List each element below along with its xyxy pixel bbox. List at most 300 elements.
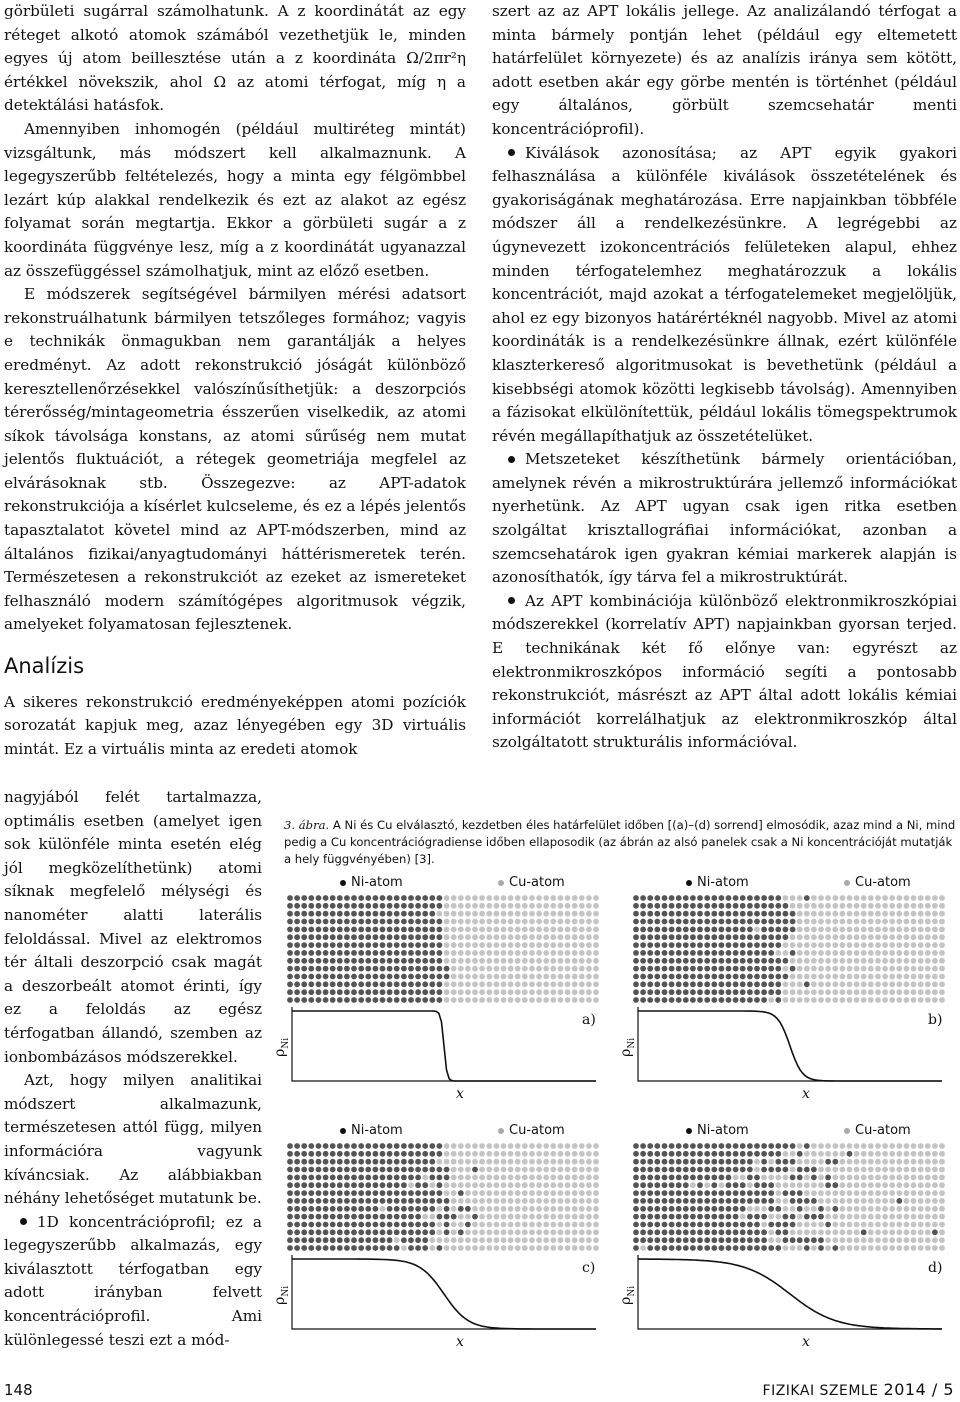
cu-atom xyxy=(536,1237,542,1243)
ni-atom xyxy=(847,1151,853,1157)
ni-atom xyxy=(690,1222,696,1228)
cu-atom xyxy=(797,1245,803,1251)
cu-atom xyxy=(854,989,860,995)
ni-atom xyxy=(401,997,407,1003)
cu-atom xyxy=(861,1175,867,1181)
cu-atom xyxy=(882,1175,888,1181)
ni-atom xyxy=(422,989,428,995)
ni-atom xyxy=(422,1229,428,1235)
cu-atom xyxy=(494,1182,500,1188)
cu-atom xyxy=(797,966,803,972)
cu-atom xyxy=(925,981,931,987)
ni-atom xyxy=(337,1159,343,1165)
ni-atom xyxy=(676,1182,682,1188)
cu-atom xyxy=(522,1222,528,1228)
cu-atom xyxy=(704,1182,710,1188)
ni-atom xyxy=(287,919,293,925)
cu-atom xyxy=(579,1143,585,1149)
ni-atom xyxy=(711,1237,717,1243)
ni-atom xyxy=(301,1175,307,1181)
cu-atom xyxy=(465,1151,471,1157)
ni-atom xyxy=(704,1159,710,1165)
cu-atom xyxy=(783,942,789,948)
ni-atom xyxy=(358,911,364,917)
cu-atom xyxy=(832,895,838,901)
ni-atom xyxy=(437,974,443,980)
ni-atom xyxy=(351,1159,357,1165)
ni-atom xyxy=(330,927,336,933)
cu-atom xyxy=(911,1206,917,1212)
cu-atom xyxy=(494,958,500,964)
ni-atom xyxy=(444,1167,450,1173)
cu-atom xyxy=(586,1222,592,1228)
ni-atom xyxy=(337,1151,343,1157)
cu-atom xyxy=(854,1237,860,1243)
cu-atom xyxy=(932,1159,938,1165)
cu-atom xyxy=(783,1198,789,1204)
cu-atom xyxy=(825,934,831,940)
cu-atom xyxy=(868,981,874,987)
cu-atom xyxy=(593,981,599,987)
cu-atom xyxy=(522,974,528,980)
cu-atom xyxy=(515,1229,521,1235)
cu-atom xyxy=(882,1143,888,1149)
ni-atom xyxy=(818,1206,824,1212)
cu-atom xyxy=(896,1245,902,1251)
ni-atom xyxy=(351,903,357,909)
ni-atom xyxy=(633,997,639,1003)
cu-atom xyxy=(593,1151,599,1157)
cu-atom xyxy=(832,974,838,980)
cu-atom xyxy=(565,942,571,948)
cu-atom xyxy=(465,1214,471,1220)
ni-atom xyxy=(775,903,781,909)
cu-atom xyxy=(593,966,599,972)
cu-atom xyxy=(572,903,578,909)
ni-atom xyxy=(408,974,414,980)
cu-atom xyxy=(565,919,571,925)
ni-atom xyxy=(373,1222,379,1228)
cu-atom xyxy=(904,981,910,987)
ni-atom xyxy=(783,1214,789,1220)
ni-atom xyxy=(308,950,314,956)
legend-ni: Ni-atom xyxy=(686,875,749,890)
cu-atom xyxy=(896,919,902,925)
ni-atom xyxy=(662,919,668,925)
cu-atom xyxy=(543,1151,549,1157)
ni-atom xyxy=(790,1175,796,1181)
ni-atom xyxy=(669,981,675,987)
cu-atom xyxy=(472,950,478,956)
cu-atom xyxy=(918,1190,924,1196)
ni-atom xyxy=(330,1237,336,1243)
cu-atom xyxy=(918,950,924,956)
cu-atom xyxy=(797,895,803,901)
cu-atom xyxy=(515,958,521,964)
ni-atom xyxy=(344,1237,350,1243)
cu-atom xyxy=(904,942,910,948)
cu-atom xyxy=(918,911,924,917)
cu-atom xyxy=(768,1214,774,1220)
cu-atom xyxy=(586,903,592,909)
cu-atom xyxy=(543,934,549,940)
ni-atom xyxy=(690,1175,696,1181)
ni-atom xyxy=(365,1175,371,1181)
cu-atom xyxy=(868,989,874,995)
cu-atom xyxy=(868,903,874,909)
legend-ni: Ni-atom xyxy=(686,1123,749,1138)
ni-atom xyxy=(351,966,357,972)
ni-atom xyxy=(422,1159,428,1165)
ni-atom xyxy=(316,911,322,917)
ni-atom xyxy=(323,1198,329,1204)
ni-atom xyxy=(662,1175,668,1181)
ni-atom xyxy=(337,1229,343,1235)
cu-atom xyxy=(543,903,549,909)
cu-dot-icon xyxy=(498,1128,504,1134)
ni-atom xyxy=(351,1229,357,1235)
cu-atom xyxy=(811,1190,817,1196)
ni-atom xyxy=(323,1159,329,1165)
cu-atom xyxy=(522,903,528,909)
ni-atom xyxy=(387,1198,393,1204)
cu-atom xyxy=(558,911,564,917)
cu-atom xyxy=(790,1182,796,1188)
cu-atom xyxy=(444,1159,450,1165)
ni-atom xyxy=(287,927,293,933)
cu-atom xyxy=(904,1206,910,1212)
ni-atom xyxy=(683,934,689,940)
ni-atom xyxy=(365,1182,371,1188)
cu-atom xyxy=(572,950,578,956)
ni-atom xyxy=(323,989,329,995)
ni-atom xyxy=(683,1229,689,1235)
ni-atom xyxy=(301,927,307,933)
ni-atom xyxy=(344,1159,350,1165)
ni-atom xyxy=(697,989,703,995)
cu-atom xyxy=(875,981,881,987)
y-axis-label: $\rho_{Ni}$ xyxy=(272,1285,291,1305)
cu-atom xyxy=(501,1198,507,1204)
ni-atom xyxy=(408,1175,414,1181)
cu-atom xyxy=(522,1245,528,1251)
cu-atom xyxy=(522,958,528,964)
cu-atom xyxy=(889,919,895,925)
ni-atom xyxy=(747,1245,753,1251)
ni-atom xyxy=(711,1190,717,1196)
ni-atom xyxy=(308,934,314,940)
paragraph: Amennyiben inhomogén (például multiréteg mintát) vizsgáltunk, más módszert kell alkalmaznunk. A legegyszerűbb feltételezés, hogy a minta egy félgömbbel lezárt kúp alakkal rendelkezik és ezt az alakot az egész folyamat során megtartja. Ekkor a görbületi sugár a z koordináta függvénye lesz, míg a z koordinátát ugyanazzal az összefüggéssel számolhatjuk, mint az előző esetben. xyxy=(4,119,466,280)
ni-atom xyxy=(704,1222,710,1228)
ni-atom xyxy=(301,958,307,964)
ni-atom xyxy=(294,927,300,933)
ni-atom xyxy=(365,958,371,964)
cu-atom xyxy=(593,911,599,917)
ni-atom xyxy=(775,1151,781,1157)
ni-atom xyxy=(704,1237,710,1243)
ni-atom xyxy=(380,1237,386,1243)
ni-atom xyxy=(308,997,314,1003)
ni-atom xyxy=(683,895,689,901)
cu-atom xyxy=(529,927,535,933)
ni-atom xyxy=(704,1214,710,1220)
cu-atom xyxy=(847,1206,853,1212)
cu-atom xyxy=(790,997,796,1003)
ni-atom xyxy=(373,981,379,987)
ni-atom xyxy=(761,911,767,917)
ni-atom xyxy=(415,911,421,917)
cu-atom xyxy=(854,997,860,1003)
ni-atom xyxy=(316,1190,322,1196)
cu-atom xyxy=(501,1151,507,1157)
ni-atom xyxy=(804,1198,810,1204)
ni-atom xyxy=(429,1151,435,1157)
ni-atom xyxy=(323,997,329,1003)
cu-atom xyxy=(515,1167,521,1173)
ni-atom xyxy=(654,1151,660,1157)
cu-atom xyxy=(444,1190,450,1196)
ni-atom xyxy=(358,1245,364,1251)
cu-atom xyxy=(437,1222,443,1228)
ni-atom xyxy=(373,895,379,901)
cu-atom xyxy=(939,950,945,956)
cu-atom xyxy=(932,1190,938,1196)
cu-atom xyxy=(904,1237,910,1243)
ni-atom xyxy=(401,1182,407,1188)
ni-atom xyxy=(365,1214,371,1220)
cu-atom xyxy=(479,1245,485,1251)
cu-atom xyxy=(465,903,471,909)
cu-atom xyxy=(558,950,564,956)
cu-atom xyxy=(508,1159,514,1165)
ni-atom xyxy=(308,903,314,909)
page-number: 148 xyxy=(4,1381,33,1399)
ni-atom xyxy=(287,950,293,956)
cu-atom xyxy=(825,942,831,948)
ni-atom xyxy=(654,927,660,933)
cu-atom xyxy=(889,1159,895,1165)
ni-atom xyxy=(740,958,746,964)
ni-atom xyxy=(704,919,710,925)
ni-atom xyxy=(394,989,400,995)
ni-atom xyxy=(301,997,307,1003)
ni-atom xyxy=(662,997,668,1003)
ni-atom xyxy=(761,950,767,956)
ni-atom xyxy=(768,1206,774,1212)
ni-atom xyxy=(726,1182,732,1188)
ni-atom xyxy=(747,1198,753,1204)
ni-atom xyxy=(373,1245,379,1251)
ni-atom xyxy=(337,1198,343,1204)
ni-atom xyxy=(308,1237,314,1243)
cu-atom xyxy=(565,966,571,972)
ni-atom xyxy=(344,974,350,980)
ni-atom xyxy=(323,911,329,917)
cu-atom xyxy=(536,1206,542,1212)
cu-atom xyxy=(550,1237,556,1243)
ni-atom xyxy=(740,934,746,940)
ni-atom xyxy=(797,1190,803,1196)
ni-atom xyxy=(316,981,322,987)
ni-atom xyxy=(719,1143,725,1149)
ni-atom xyxy=(647,1222,653,1228)
cu-atom xyxy=(565,1222,571,1228)
cu-atom xyxy=(847,919,853,925)
ni-atom xyxy=(394,903,400,909)
cu-atom xyxy=(529,1143,535,1149)
cu-atom xyxy=(515,1190,521,1196)
cu-atom xyxy=(939,989,945,995)
ni-atom xyxy=(726,1206,732,1212)
ni-atom xyxy=(358,1190,364,1196)
ni-atom xyxy=(726,966,732,972)
cu-atom xyxy=(508,950,514,956)
cu-atom xyxy=(911,903,917,909)
ni-atom xyxy=(351,1175,357,1181)
cu-atom xyxy=(529,1159,535,1165)
ni-atom xyxy=(711,1229,717,1235)
ni-atom xyxy=(294,1206,300,1212)
cu-atom xyxy=(501,1245,507,1251)
ni-atom xyxy=(768,1151,774,1157)
ni-atom xyxy=(344,1245,350,1251)
ni-atom xyxy=(726,911,732,917)
ni-atom xyxy=(676,1167,682,1173)
ni-atom xyxy=(633,1206,639,1212)
cu-atom xyxy=(918,1222,924,1228)
ni-atom xyxy=(662,1167,668,1173)
ni-atom xyxy=(804,1214,810,1220)
ni-atom xyxy=(387,942,393,948)
ni-atom xyxy=(358,1159,364,1165)
cu-atom xyxy=(847,1214,853,1220)
ni-atom xyxy=(704,934,710,940)
panel-label: d) xyxy=(928,1260,943,1276)
ni-atom xyxy=(422,927,428,933)
cu-atom xyxy=(804,919,810,925)
cu-atom xyxy=(486,934,492,940)
cu-atom xyxy=(543,1198,549,1204)
ni-atom xyxy=(804,1167,810,1173)
cu-atom xyxy=(811,1151,817,1157)
ni-atom xyxy=(654,1214,660,1220)
ni-atom xyxy=(669,974,675,980)
ni-atom xyxy=(662,981,668,987)
cu-atom xyxy=(818,911,824,917)
cu-atom xyxy=(861,1190,867,1196)
ni-atom xyxy=(747,1222,753,1228)
ni-atom xyxy=(330,1143,336,1149)
cu-atom xyxy=(840,1237,846,1243)
cu-atom xyxy=(586,1175,592,1181)
cu-atom xyxy=(904,1190,910,1196)
ni-atom xyxy=(330,919,336,925)
cu-atom xyxy=(593,1198,599,1204)
cu-atom xyxy=(832,966,838,972)
ni-atom xyxy=(676,1237,682,1243)
ni-atom xyxy=(287,981,293,987)
cu-atom xyxy=(479,1151,485,1157)
cu-atom xyxy=(565,1198,571,1204)
ni-atom xyxy=(351,1237,357,1243)
ni-atom xyxy=(408,895,414,901)
ni-atom xyxy=(669,997,675,1003)
ni-atom xyxy=(373,942,379,948)
cu-atom xyxy=(896,950,902,956)
cu-atom xyxy=(904,919,910,925)
ni-atom xyxy=(308,1175,314,1181)
cu-atom xyxy=(896,1175,902,1181)
ni-atom xyxy=(301,981,307,987)
ni-atom xyxy=(726,942,732,948)
cu-atom xyxy=(847,1229,853,1235)
ni-atom xyxy=(719,981,725,987)
cu-atom xyxy=(840,1214,846,1220)
ni-atom xyxy=(733,1167,739,1173)
ni-atom xyxy=(337,927,343,933)
cu-atom xyxy=(911,950,917,956)
ni-atom xyxy=(429,919,435,925)
ni-atom xyxy=(373,997,379,1003)
ni-atom xyxy=(754,1182,760,1188)
ni-atom xyxy=(422,895,428,901)
cu-atom xyxy=(451,1151,457,1157)
cu-atom xyxy=(515,1222,521,1228)
cu-atom xyxy=(565,1143,571,1149)
ni-atom xyxy=(358,927,364,933)
ni-atom xyxy=(401,1175,407,1181)
cu-atom xyxy=(811,966,817,972)
ni-atom xyxy=(351,981,357,987)
cu-atom xyxy=(904,1175,910,1181)
ni-atom xyxy=(437,934,443,940)
ni-atom xyxy=(669,911,675,917)
cu-atom xyxy=(854,919,860,925)
cu-atom xyxy=(586,1198,592,1204)
ni-atom xyxy=(330,981,336,987)
cu-atom xyxy=(465,1190,471,1196)
ni-atom xyxy=(654,911,660,917)
ni-atom xyxy=(429,1222,435,1228)
cu-atom xyxy=(825,950,831,956)
concentration-curve xyxy=(270,1255,600,1335)
ni-atom xyxy=(797,1198,803,1204)
ni-atom xyxy=(647,1151,653,1157)
cu-atom xyxy=(529,1245,535,1251)
ni-atom xyxy=(401,1206,407,1212)
cu-atom xyxy=(904,1245,910,1251)
ni-atom xyxy=(365,903,371,909)
ni-atom xyxy=(711,1143,717,1149)
ni-atom xyxy=(373,958,379,964)
ni-atom xyxy=(647,942,653,948)
cu-atom xyxy=(889,1175,895,1181)
cu-atom xyxy=(593,1143,599,1149)
ni-atom xyxy=(676,1214,682,1220)
cu-atom xyxy=(861,1198,867,1204)
ni-atom xyxy=(429,942,435,948)
ni-atom xyxy=(633,1222,639,1228)
ni-atom xyxy=(640,1159,646,1165)
ni-atom xyxy=(330,989,336,995)
ni-atom xyxy=(662,934,668,940)
ni-atom xyxy=(316,1214,322,1220)
cu-atom xyxy=(896,1206,902,1212)
cu-atom xyxy=(882,981,888,987)
cu-atom xyxy=(918,1206,924,1212)
cu-atom xyxy=(847,1198,853,1204)
ni-atom xyxy=(316,919,322,925)
